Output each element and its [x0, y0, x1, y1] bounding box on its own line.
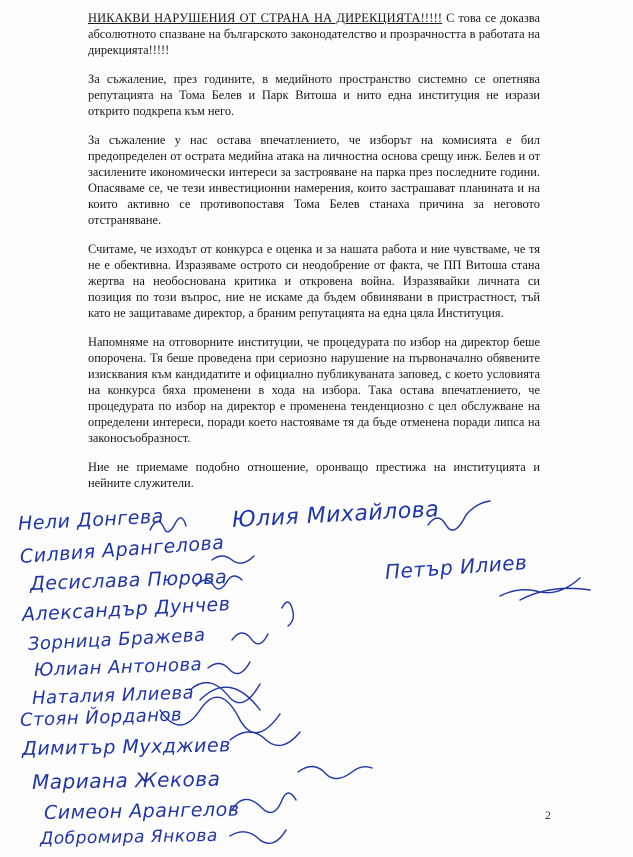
signature-name: Добромира Янкова [39, 825, 219, 849]
page-number: 2 [545, 808, 551, 822]
signature-name: Мариана Жекова [31, 766, 221, 794]
signature-name: Симеон Арангелов [43, 798, 240, 824]
signature-name: Десислава Пюрова [29, 566, 228, 595]
signature-name: Юлия Михайлова [231, 497, 440, 533]
lead-heading: НИКАКВИ НАРУШЕНИЯ ОТ СТРАНА НА ДИРЕКЦИЯТА!!!!! [88, 11, 443, 25]
paragraph-1: За съжаление, през годините, в медийното пространство системно се опетнява репутацията на Тома Белев и Парк Витоша и нито една институция не изрази открито подкрепа към него. [88, 72, 540, 118]
paragraph-3: Считаме, че изходът от конкурса е оценка и за нашата работа и ние чувстваме, че тя не е обективна. Изразяваме остротo си неодобрение от факта, че ПП Витоша стана жертва на необоснована критика и откровена война. Изразявайки личната си позиция по този въпрос, ние не искаме да бъдем обвинявани в пристрастност, тъй като не защитаваме директор, а браним репутацията на една цяла Институция. [88, 242, 540, 320]
paragraph-4: Напомняме на отговорните институции, че процедурата по избор на директор беше опорочена. Тя беше проведена при сериозно нарушение на първоначално обявените изисквания към кандидатите и официално публикуваната заповед, с което условията на конкурса бяха променени в хода на избора. Така остава впечатлението, че процедурата по избор на директор е променена тенденциозно с цел обслужване на определени интереси, поради което настояваме тя да бъде отменена поради липса на законосъобразност. [88, 335, 540, 445]
paragraph-5: Ние не приемаме подобно отношение, оронващо престижа на институцията и нейните служители. [88, 460, 540, 490]
signature-name: Димитър Мухджиев [21, 734, 232, 760]
signature-name: Нели Донгева [17, 505, 165, 535]
signature-name: Александър Дунчев [21, 593, 231, 626]
signature-name: Петър Илиев [384, 550, 529, 584]
signature-name: Зорница Бражева [27, 624, 206, 655]
signature-name: Наталия Илиева [31, 682, 195, 709]
signature-name: Силвия Арангелова [19, 531, 225, 568]
lead-rest: С това се доказва абсолютното спазване на българското законодателство и прозрачността в работата на дирекцията!!!!! [88, 11, 540, 57]
signature-name: Юлиан Антонова [33, 654, 203, 681]
signature-name: Стоян Йорданов [19, 704, 183, 731]
paragraph-2: За съжаление у нас остава впечатлението, че изборът на комисията е бил предопределен от острата медийна атака на личностна основа срещу инж. Белев и от засилените икономически интереси за застрояване на парка през последните години. Опасяваме се, че тези инвестиционни намерения, които застрашават планината и на които активно се противопоставя Тома Белев станаха причина за неговото отстраняване. [88, 133, 540, 227]
